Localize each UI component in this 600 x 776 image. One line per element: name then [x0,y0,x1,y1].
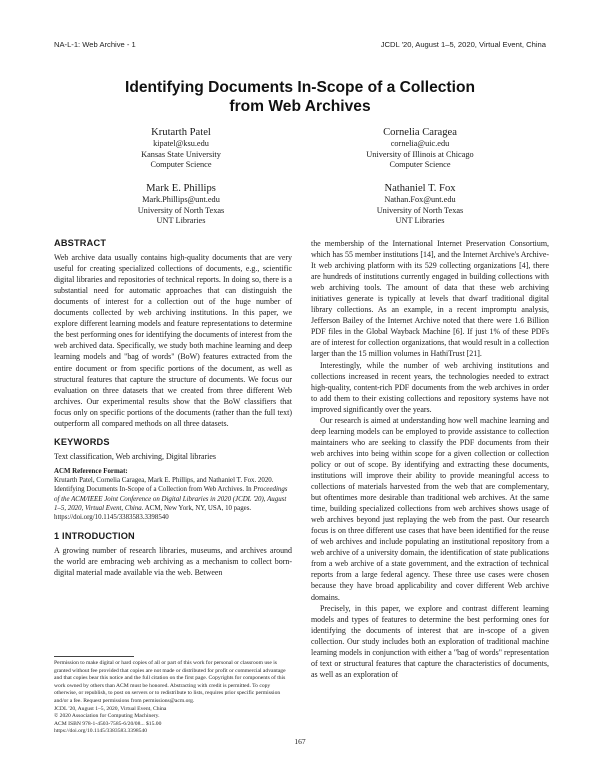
author-affiliation: University of North Texas [137,205,225,215]
body-paragraph-1: the membership of the International Internet Preservation Consortium, which has 55 member institutions [14], and the Internet Archive's Archive-It web archiving platform with its 529 collecting organizations [4], there are hundreds of institutions currently engaged in building collections with web archiving tools. The amount of data that these web archiving initiatives generate is typically at levels that dwarf traditional digital library collections. As an example, in a recent impromptu analysis, Jefferson Bailey of the Internet Archive noted that there were 1.6 Billion PDF files in the Global Wayback Machine [6]. If just 1% of these PDFs are of interest for collection organizations, that would result in a collection larger than the 15 million volumes in HathiTrust [21]. [311,239,549,359]
author-name: Mark E. Phillips [146,183,216,194]
author-department: Computer Science [150,160,212,170]
body-paragraph-3: Our research is aimed at understanding how well machine learning and deep learning models can be employed to provide assistance to collection maintainers who are seeking to classify the PDF documents from their web archives into being within scope for a given collection or collection policy or out of scope. By identifying and extracting these documents, institutions will improve their ability to provide meaningful access to collections of materials harvested from the web that are complementary, but oftentimes more desirable than traditional web archives. At the same time, building specialized collections from web archives shows usage of web archives beyond just replaying the web from the past. Our research focus is on three different use cases that have been identified for the reuse of web archives and include populating an institutional repository from a web archive of a university domain, the identification of state publications from a web archive of a state government, and the extraction of technical reports from a large federal agency. These three use cases were chosen because they have broad applicability and cover different Web archive domains. [311,415,549,602]
author-email: Nathan.Fox@unt.edu [384,195,456,204]
running-header-left: NA-L-1: Web Archive - 1 [54,40,136,49]
copyright-footnote [54,660,292,736]
abstract-text: Web archive data usually contains high-quality documents that are very useful for creating specialized collections of documents, e.g., scientific digital libraries and repositories of technical reports. In doing so, there is a substantial need for automatic approaches that can distinguish the documents of interest for a collection out of the huge number of documents collected by web archiving institutions. In this paper, we explore different learning models and feature representations to determine the best performing ones for identifying the documents of interest from the web archived data. Specifically, we study both machine learning and deep learning models and "bag of words" (BoW) features extracted from the entire document or from specific portions of the document, as well as structural features that capture the structure of documents. We focus our evaluation on three datasets that we created from three different Web archives. Our experimental results show that the BoW classifiers that focus only on specific portions of the documents (rather than the full text) outperform all compared methods on all three datasets. [54,253,292,428]
author-name: Nathaniel T. Fox [384,183,456,194]
author-block-3 [71,182,291,227]
author-department: Computer Science [389,160,451,170]
left-column [54,238,292,578]
footnote-divider [54,656,134,657]
reference-format-text [54,476,292,522]
keywords-text: Text classification, Web archiving, Digital libraries [54,451,216,461]
copyright-line: © 2020 Association for Computing Machinery. [54,713,160,720]
author-email: kipatel@ksu.edu [153,139,209,148]
abstract-heading: ABSTRACT [54,238,107,248]
author-affiliation: University of Illinois at Chicago [366,149,474,159]
author-name: Krutarth Patel [151,127,211,138]
permission-notice: Permission to make digital or hard copies of all or part of this work for personal or classroom use is granted without fee provided that copies are not made or distributed for profit or commercial advantage and that copies bear this notice and the full citation on the first page. Copyrights for components of this work owned by others than ACM must be honored. Abstracting with credit is permitted. To copy otherwise, or republish, to post on servers or to redistribute to lists, requires prior specific permission and/or a fee. Request permissions from permissions@acm.org. [54,660,286,704]
body-paragraph-2: Interestingly, while the number of web archiving institutions and collections increased in recent years, the technologies needed to extract high-quality, content-rich PDF documents from the web archives in order to add them to their existing collections and repository systems have not improved significantly over the years. [311,360,549,414]
right-column [311,238,549,680]
author-block-1 [71,126,291,171]
isbn-line: ACM ISBN 978-1-4503-7585-6/20/08... $15.00 [54,720,162,727]
author-block-2 [310,126,530,171]
keywords-heading: KEYWORDS [54,436,110,447]
author-department: UNT Libraries [156,216,206,226]
doi-line: https://doi.org/10.1145/3383583.3398540 [54,728,148,735]
reference-format-proceedings: Proceedings of the ACM/IEEE Joint Conference on Digital Libraries in 2020 (JCDL '20), August 1–5, 2020, Virtual Event, China. [54,486,288,513]
reference-format-part-1: Krutarth Patel, Cornelia Caragea, Mark E. Phillips, and Nathaniel T. Fox. 2020. Identifying Documents In-Scope of a Collection from Web Archives. In [54,477,274,494]
introduction-heading: 1 INTRODUCTION [54,530,135,541]
author-affiliation: Kansas State University [141,149,221,159]
running-header [54,40,546,52]
author-department: UNT Libraries [395,216,445,226]
author-affiliation: University of North Texas [376,205,464,215]
paper-title-line-2: from Web Archives [229,98,371,115]
author-email: Mark.Phillips@unt.edu [142,195,220,204]
reference-format-heading: ACM Reference Format: [54,467,128,475]
page-number: 167 [294,737,306,746]
author-name: Cornelia Caragea [383,127,457,138]
reference-format-part-2: ACM, New York, NY, USA, 10 pages. https://doi.org/10.1145/3383583.3398540 [54,505,252,522]
introduction-text: A growing number of research libraries, museums, and archives around the world are embracing web archiving as a mechanism to collect born-digital material made available via the web. Between [54,545,292,577]
paper-title-line-1: Identifying Documents In-Scope of a Collection [124,79,475,96]
body-paragraph-4: Precisely, in this paper, we explore and contrast different learning models and types of features to determine the best performing ones for identifying the documents of interest that are in-scope of a given collection. Our study includes both an exploration of traditional machine learning models in conjunction with either a "bag of words" representation of text or structural features that capture the characteristics of documents, as well as an exploration of [311,603,549,679]
author-block-4 [310,182,530,227]
running-header-right: JCDL '20, August 1–5, 2020, Virtual Event, China [380,40,546,49]
conference-line: JCDL '20, August 1–5, 2020, Virtual Event, China [54,705,167,712]
paper-title [60,78,540,116]
author-email: cornelia@uic.edu [390,139,450,148]
